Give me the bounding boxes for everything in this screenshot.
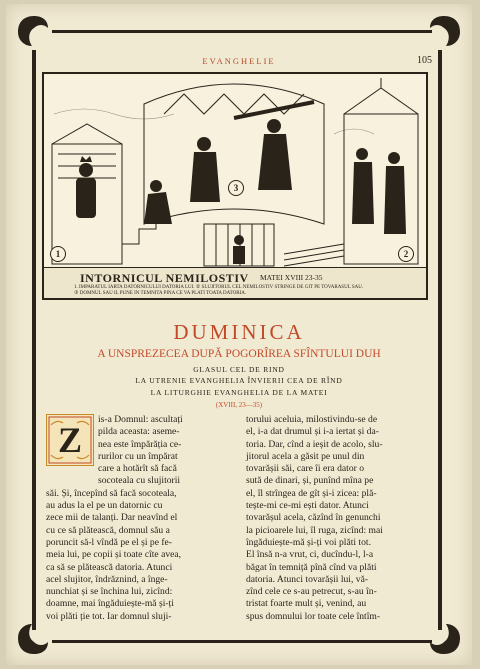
scripture-reference: (XVIII, 23—35) <box>215 401 263 409</box>
corner-ornament-bottom-right-icon <box>424 618 464 658</box>
text-line: socoteala cu slujitorii <box>98 475 181 487</box>
text-line: spus domnului lor toate cele întîm- <box>246 610 381 622</box>
text-line: voi plăti ție tot. Iar domnul sluji- <box>46 610 172 622</box>
text-line: is-a Domnul: ascultați <box>98 414 183 425</box>
text-line: doamne, mai îngăduiește-mă și-ți <box>46 598 174 610</box>
heading-line: LA LITURGHIE EVANGHELIA DE LA MATEI <box>150 388 328 397</box>
text-line: săi. Și, începînd să facă socoteala, <box>46 487 177 499</box>
text-line: rurilor cu un împărat <box>98 450 178 462</box>
text-line: nunchiat și se închina lui, zicînd: <box>46 586 173 598</box>
scene-marker-2: 2 <box>398 246 414 262</box>
text-line: sută de dinari, și, punînd mîna pe <box>246 475 374 487</box>
drop-cap-letter: Z <box>57 420 82 460</box>
text-line: tovarășii săi, care îi era dator o <box>246 463 365 475</box>
text-line: jitorul acela a găsit pe unul din <box>246 450 365 462</box>
text-column-left <box>46 414 232 623</box>
page-title: DUMINICA <box>173 320 305 344</box>
book-page <box>6 4 472 665</box>
text-line: care a hotărît să facă <box>98 463 177 475</box>
illustration-caption-line: 1. IMPARATUL IARTA DATORNICULUI DATORIA LUI. ② SLUJITORUL CEL NEMILOSTIV STRINGE DE GIT PE TOVARASUL SAU. <box>74 285 364 290</box>
text-line: zînd cele ce s-au petrecut, s-au în- <box>246 586 377 598</box>
text-line: au adus la el pe un datornic cu <box>46 500 163 512</box>
text-line: meia lui, pe copii și toate cîte avea, <box>46 549 182 561</box>
page-subtitle: A UNSPREZECEA DUPĂ POGORÎREA SFÎNTULUI DUH <box>97 348 381 360</box>
text-line: îngăduiește-mă și-ți voi plăti tot. <box>246 536 371 548</box>
text-line: datoria. Atunci tovarășii lui, vă- <box>246 573 369 585</box>
page-number: 105 <box>417 55 432 66</box>
text-line: nea este împărăția ce- <box>98 438 182 450</box>
text-line: pilda aceasta: aseme- <box>98 426 180 438</box>
text-line: tește-mi ce-mi ești dator. Atunci <box>246 500 369 512</box>
scene-marker-1: 1 <box>50 246 66 262</box>
text-line: toria. Dar, cînd a ieșit de acolo, slu- <box>246 438 383 450</box>
illustration <box>42 72 428 300</box>
text-line: zece mii de talanți. Dar neavînd el <box>46 512 178 524</box>
text-line: acel slujitor, îndrăznind, a înge- <box>46 573 168 585</box>
text-line: poruncit să-l vîndă pe el și pe fe- <box>46 536 173 548</box>
illustration-title: INTORNICUL NEMILOSTIV <box>80 271 249 285</box>
text-line: ca să se plătească datoria. Atunci <box>46 561 173 573</box>
corner-ornament-bottom-left-icon <box>14 618 54 658</box>
corner-ornament-top-left-icon <box>14 12 54 52</box>
illustration-caption <box>44 267 426 298</box>
text-line: El însă n-a vrut, ci, ducîndu-l, l-a <box>246 549 374 561</box>
scene-marker-3: 3 <box>228 180 244 196</box>
text-line: băgat în temniță pînă cînd va plăti <box>246 561 377 573</box>
illustration-reference: MATEI XVIII 23-35 <box>260 273 323 282</box>
corner-ornament-top-right-icon <box>424 12 464 52</box>
text-line: el, îl strîngea de gît și-i zicea: plă- <box>246 487 377 499</box>
running-head: EVANGHELIE <box>202 56 276 66</box>
text-line: tovarășul acela, căzînd în genunchi <box>246 512 381 524</box>
text-line: tristat foarte mult și, venind, au <box>246 598 367 610</box>
text-column-right <box>246 414 436 623</box>
text-line: la picioarele lui, îl ruga, zicînd: mai <box>246 524 383 536</box>
illustration-caption-line: ③ DOMNUL SAU IL PUNE IN TEMNITA PINA CE VA PLATI TOATA DATORIA. <box>74 291 247 296</box>
heading-line: GLASUL CEL DE RIND <box>193 365 285 374</box>
page-border-top <box>52 30 432 33</box>
page-border-bottom <box>52 640 432 643</box>
illustration-scene <box>44 74 426 268</box>
heading-line: LA UTRENIE EVANGHELIA ÎNVIERII CEA DE RÎND <box>135 376 343 385</box>
text-line: torului aceluia, milostivindu-se de <box>246 414 378 425</box>
text-line: el, i-a dat drumul și i-a iertat și da- <box>246 426 379 438</box>
text-line: cu ce să plătească, domnul său a <box>46 524 170 536</box>
